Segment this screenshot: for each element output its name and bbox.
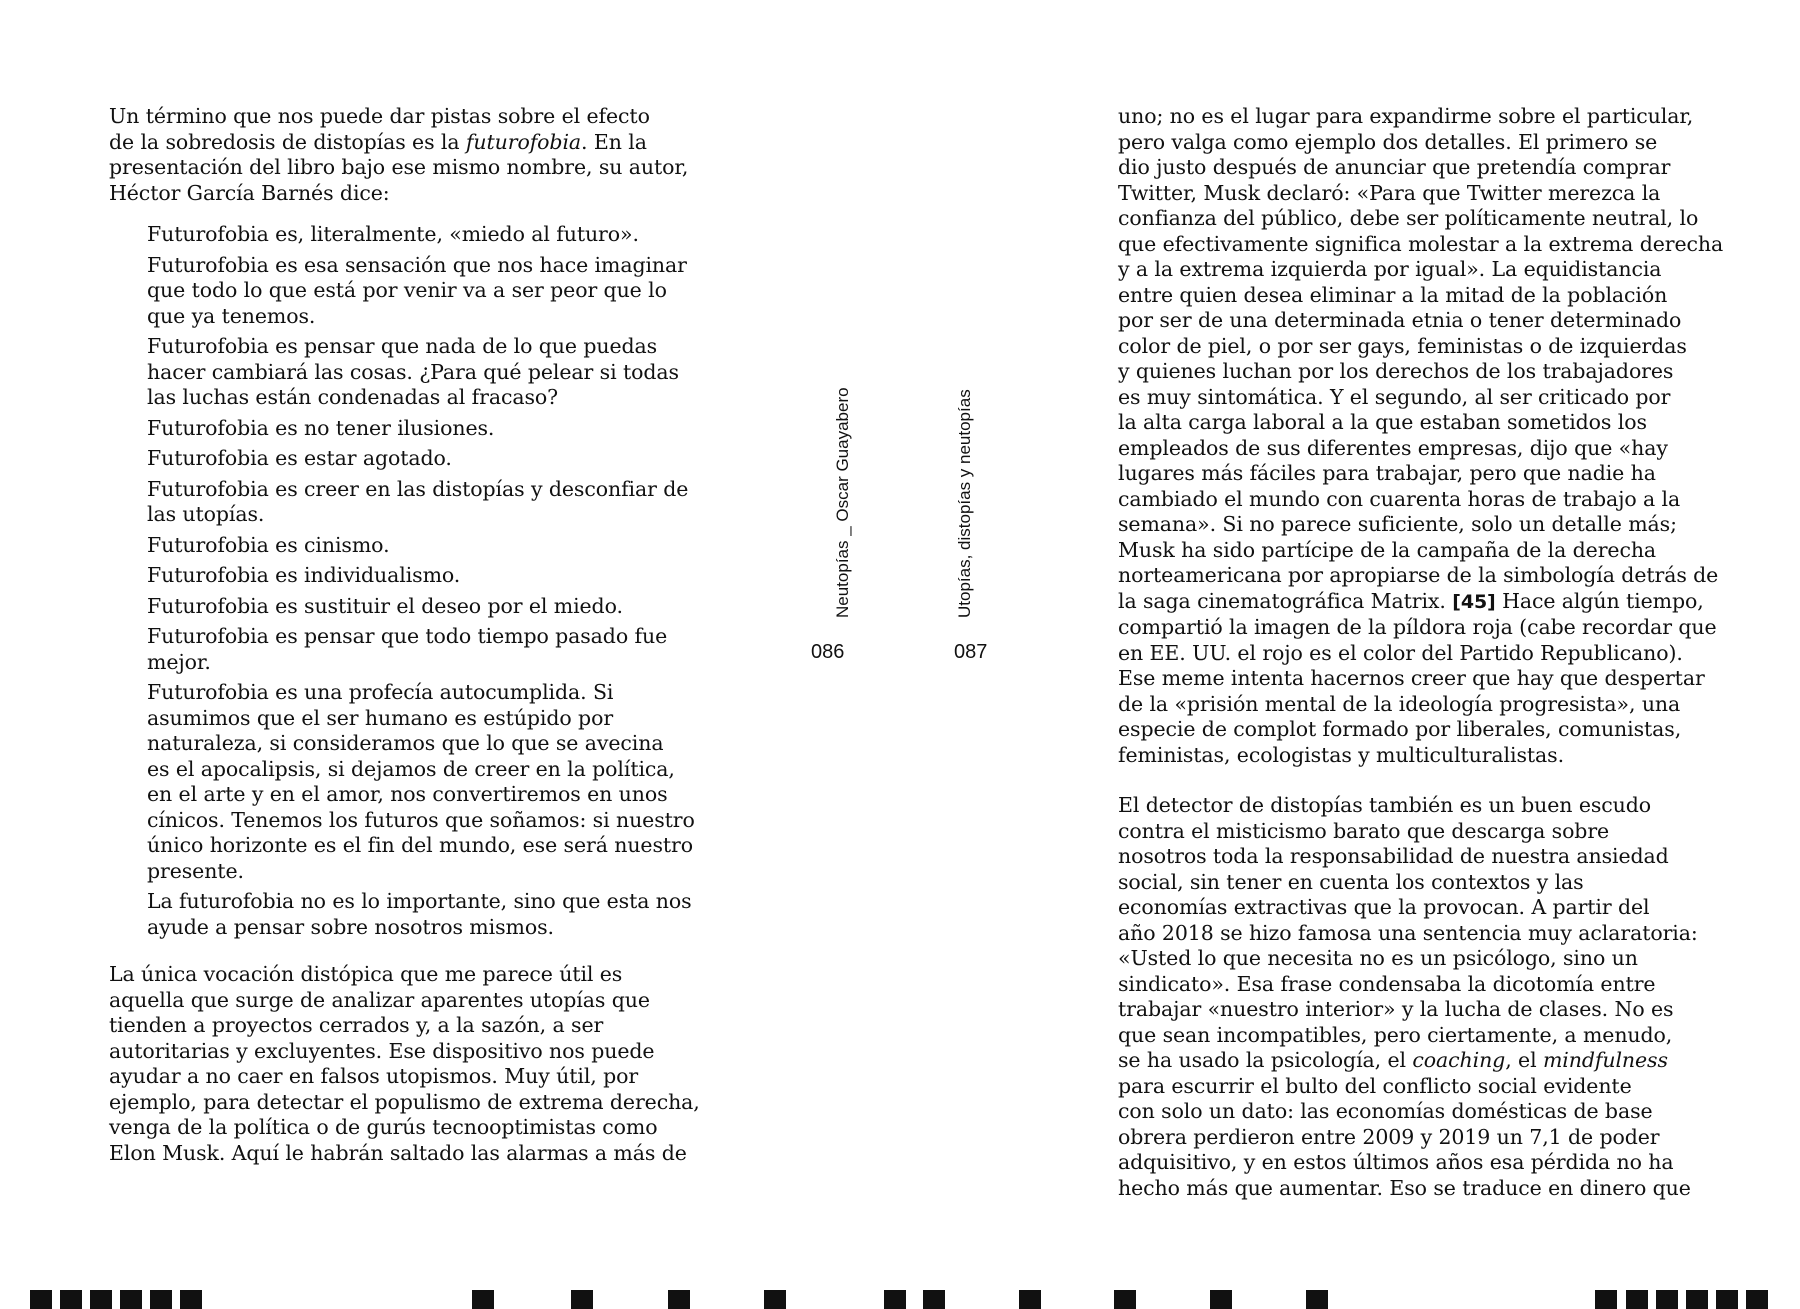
- quote-line: [147, 416, 694, 442]
- text-line: Elon Musk. Aquí le habrán saltado las alarmas a más de: [109, 1140, 687, 1165]
- edge-mark: [1626, 1290, 1648, 1309]
- edge-mark: [1210, 1290, 1232, 1309]
- right-text-column: [1118, 104, 1724, 1201]
- text-line: presente.: [147, 858, 244, 883]
- quote-line: [147, 594, 694, 620]
- text-line: y a la extrema izquierda por igual». La equidistancia: [1118, 257, 1662, 281]
- bottom-edge-marks: [0, 1290, 1800, 1309]
- edge-mark: [60, 1290, 82, 1309]
- quote-line: [147, 222, 694, 248]
- block-quote: [147, 222, 694, 940]
- edge-mark: [1019, 1290, 1041, 1309]
- mindfulness-term: mindfulness: [1542, 1048, 1668, 1072]
- edge-mark: [1746, 1290, 1768, 1309]
- text-line: uno; no es el lugar para expandirme sobre el particular,: [1118, 104, 1694, 128]
- text-line: Futurofobia es una profecía autocumplida. Si: [147, 680, 614, 704]
- text-line: La única vocación distópica que me parece útil es: [109, 962, 623, 986]
- quote-line: [147, 889, 694, 940]
- text-line: dio justo después de anunciar que pretendía comprar: [1118, 155, 1671, 179]
- text-line: pero valga como ejemplo dos detalles. El primero se: [1118, 129, 1658, 154]
- text-line: para escurrir el bulto del conflicto social evidente: [1118, 1073, 1632, 1098]
- text-line: color de piel, o por ser gays, feministas o de izquierdas: [1118, 333, 1687, 358]
- text-line: Twitter, Musk declaró: «Para que Twitter merezca la: [1118, 180, 1661, 205]
- edge-mark: [923, 1290, 945, 1309]
- text-line: que sean incompatibles, pero ciertamente, a menudo,: [1118, 1022, 1673, 1047]
- edge-mark: [1656, 1290, 1678, 1309]
- text-line: asumimos que el ser humano es estúpido por: [147, 705, 614, 730]
- text-line: es muy sintomática. Y el segundo, al ser criticado por: [1118, 384, 1671, 409]
- text-line: especie de complot formado por liberales, comunistas,: [1118, 717, 1682, 741]
- musk-paragraph: uno; no es el lugar para expandirme sobre el particular, pero valga como ejemplo dos detalles. El primero se dio justo después de anunciar que pretendía comprar Twitter, Musk declaró: «Para que Twitter merezca la confianza del público, debe ser políticamente neutral, lo que efectivamente significa molestar a la extrema derecha y a la extrema izquierda por igual». La equidistancia entre quien desea eliminar a la mitad de la población por ser de una determinada etnia o tener determinado color de piel, o por ser gays, feministas o de izquierdas y quienes luchan por los derechos de los trabajadores es muy sintomática. Y el segundo, al ser criticado por la alta carga laboral a la que estaban sometidos los empleados de sus diferentes empresas, dijo que «hay lugares más fáciles para trabajar, pero que nadie ha cambiado el mundo con cuarenta horas de trabajo a la semana». Si no parece suficiente, solo un detalle más; Musk ha sido partícipe de la campaña de la derecha norteamericana por apropiarse de la simbología detrás de la saga cinematográfica Matrix. [45] Hace algún tiempo, compartió la imagen de la píldora roja (cabe recordar que en EE. UU. el rojo es el color del Partido Republicano). Ese meme intenta hacernos creer que hay que despertar de la «prisión mental de la ideología progresista», una especie de complot formado por liberales, comunistas, feministas, ecologistas y multiculturalistas.: [1118, 104, 1724, 767]
- text-line: es el apocalipsis, si dejamos de creer en la política,: [147, 756, 675, 781]
- text-line: nosotros toda la responsabilidad de nuestra ansiedad: [1118, 844, 1669, 868]
- text-line: semana». Si no parece suficiente, solo un detalle más;: [1118, 512, 1677, 536]
- edge-mark: [180, 1290, 202, 1309]
- text-line: la alta carga laboral a la que estaban sometidos los: [1118, 410, 1647, 434]
- edge-mark: [30, 1290, 52, 1309]
- edge-mark: [1716, 1290, 1738, 1309]
- text-line: hacer cambiará las cosas. ¿Para qué pelear si todas: [147, 359, 679, 384]
- text-line: único horizonte es el fin del mundo, ese será nuestro: [147, 833, 693, 857]
- text-line: tienden a proyectos cerrados y, a la sazón, a ser: [109, 1013, 604, 1037]
- text-line: Futurofobia es sustituir el deseo por el miedo.: [147, 593, 623, 618]
- text-line: «Usted lo que necesita no es un psicólogo, sino un: [1118, 946, 1638, 970]
- text-line: trabajar «nuestro interior» y la lucha de clases. No es: [1118, 997, 1674, 1021]
- text-line: Futurofobia es individualismo.: [147, 563, 461, 587]
- text-line: aquella que surge de analizar aparentes utopías que: [109, 987, 650, 1012]
- text-line: sindicato». Esa frase condensaba la dicotomía entre: [1118, 971, 1656, 996]
- text-line: confianza del público, debe ser políticamente neutral, lo: [1118, 206, 1699, 230]
- quote-line: [147, 624, 694, 675]
- text-line: ejemplo, para detectar el populismo de extrema derecha,: [109, 1089, 700, 1114]
- page-number-left: 086: [811, 641, 845, 663]
- edge-mark: [1114, 1290, 1136, 1309]
- quote-line: [147, 533, 694, 559]
- edge-mark: [1686, 1290, 1708, 1309]
- text-line: que efectivamente significa molestar a la extrema derecha: [1118, 231, 1724, 256]
- text-line: año 2018 se hizo famosa una sentencia muy aclaratoria:: [1118, 920, 1698, 945]
- quote-line: [147, 253, 694, 330]
- text-line: Futurofobia es creer en las distopías y desconfiar de: [147, 476, 689, 501]
- quote-line: [147, 563, 694, 589]
- text-line: en el arte y en el amor, nos convertiremos en unos: [147, 782, 668, 806]
- text-line: hecho más que aumentar. Eso se traduce en dinero que: [1118, 1175, 1691, 1200]
- text-line: y quienes luchan por los derechos de los trabajadores: [1118, 359, 1674, 383]
- text-line: ayudar a no caer en falsos utopismos. Muy útil, por: [109, 1064, 639, 1088]
- text-line: El detector de distopías también es un buen escudo: [1118, 793, 1652, 817]
- text-line: naturaleza, si consideramos que lo que se avecina: [147, 731, 664, 755]
- futurofobia-term: futurofobia: [465, 129, 582, 154]
- text-line: compartió la imagen de la píldora roja (cabe recordar que: [1118, 615, 1717, 639]
- text-line: Futurofobia es cinismo.: [147, 532, 390, 557]
- text-line: Futurofobia es, literalmente, «miedo al futuro».: [147, 222, 639, 246]
- text-line: Musk ha sido partícipe de la campaña de la derecha: [1118, 537, 1657, 562]
- closing-paragraph: [109, 962, 700, 1166]
- text-line: con solo un dato: las economías domésticas de base: [1118, 1099, 1653, 1123]
- text-line: las utopías.: [147, 502, 265, 526]
- quote-line: [147, 334, 694, 411]
- intro-paragraph: Un término que nos puede dar pistas sobre el efecto de la sobredosis de distopías es la futurofobia. En la presentación del libro bajo ese mismo nombre, su autor, Héctor García Barnés dice:: [109, 104, 689, 205]
- quote-line: [147, 477, 694, 528]
- text-line: mejor.: [147, 649, 211, 674]
- edge-mark: [668, 1290, 690, 1309]
- edge-mark: [472, 1290, 494, 1309]
- text-line: en EE. UU. el rojo es el color del Partido Republicano).: [1118, 640, 1683, 665]
- text-line: Futurofobia es pensar que todo tiempo pasado fue: [147, 624, 668, 648]
- text-line: cambiado el mundo con cuarenta horas de trabajo a la: [1118, 486, 1681, 511]
- text-line: Futurofobia es no tener ilusiones.: [147, 415, 495, 440]
- text-line: ayude a pensar sobre nosotros mismos.: [147, 914, 554, 939]
- text-line: lugares más fáciles para trabajar, pero que nadie ha: [1118, 461, 1656, 485]
- quote-line: [147, 446, 694, 472]
- edge-mark: [120, 1290, 142, 1309]
- text-line: entre quien desea eliminar a la mitad de la población: [1118, 282, 1668, 307]
- edge-mark: [150, 1290, 172, 1309]
- text-line: cínicos. Tenemos los futuros que soñamos: si nuestro: [147, 807, 695, 832]
- text-line: Futurofobia es esa sensación que nos hace imaginar: [147, 252, 687, 277]
- text-line: social, sin tener en cuenta los contextos y las: [1118, 869, 1584, 894]
- left-text-column: [109, 104, 700, 1166]
- text-line: las luchas están condenadas al fracaso?: [147, 385, 558, 409]
- text-line: Futurofobia es pensar que nada de lo que puedas: [147, 334, 658, 358]
- text-line: venga de la política o de gurús tecnooptimistas como: [109, 1115, 658, 1139]
- text-line: Futurofobia es estar agotado.: [147, 446, 452, 470]
- coaching-term: coaching: [1412, 1048, 1506, 1072]
- edge-mark: [90, 1290, 112, 1309]
- edge-mark: [1595, 1290, 1617, 1309]
- running-head-right: Utopías, distopías y neutopías: [955, 389, 974, 618]
- text-line: Ese meme intenta hacernos creer que hay que despertar: [1118, 666, 1705, 690]
- edge-mark: [764, 1290, 786, 1309]
- detector-paragraph: El detector de distopías también es un buen escudo contra el misticismo barato que descarga sobre nosotros toda la responsabilidad de nuestra ansiedad social, sin tener en cuenta los contextos y las economías extractivas que la provocan. A partir del año 2018 se hizo famosa una sentencia muy aclaratoria: «Usted lo que necesita no es un psicólogo, sino un sindicato». Esa frase condensaba la dicotomía entre trabajar «nuestro interior» y la lucha de clases. No es que sean incompatibles, pero ciertamente, a menudo, se ha usado la psicología, el coaching, el mindfulness para escurrir el bulto del conflicto social evidente con solo un dato: las economías domésticas de base obrera perdieron entre 2009 y 2019 un 7,1 de poder adquisitivo, y en estos últimos años esa pérdida no ha hecho más que aumentar. Eso se traduce en dinero que: [1118, 793, 1718, 1201]
- text-line: economías extractivas que la provocan. A partir del: [1118, 895, 1650, 919]
- text-line: adquisitivo, y en estos últimos años esa pérdida no ha: [1118, 1150, 1674, 1174]
- running-head-left: Neutopías _ Oscar Guayabero: [833, 387, 852, 618]
- edge-mark: [884, 1290, 906, 1309]
- text-line: de la «prisión mental de la ideología progresista», una: [1118, 691, 1681, 716]
- edge-mark: [571, 1290, 593, 1309]
- text-line: contra el misticismo barato que descarga sobre: [1118, 818, 1610, 843]
- text-line: que todo lo que está por venir va a ser peor que lo: [147, 278, 667, 302]
- text-line: feministas, ecologistas y multiculturalistas.: [1118, 742, 1564, 767]
- text-line: que ya tenemos.: [147, 303, 316, 328]
- text-line: obrera perdieron entre 2009 y 2019 un 7,1 de poder: [1118, 1124, 1660, 1149]
- text-line: empleados de sus diferentes empresas, dijo que «hay: [1118, 435, 1668, 460]
- text-line: por ser de una determinada etnia o tener determinado: [1118, 308, 1682, 332]
- footnote-reference: [45]: [1452, 590, 1496, 613]
- quote-line: [147, 680, 694, 884]
- text-line: La futurofobia no es lo importante, sino que esta nos: [147, 889, 692, 913]
- edge-mark: [1306, 1290, 1328, 1309]
- page-number-right: 087: [954, 641, 988, 663]
- text-line: autoritarias y excluyentes. Ese dispositivo nos puede: [109, 1038, 655, 1063]
- text-line: norteamericana por apropiarse de la simbología detrás de: [1118, 563, 1719, 587]
